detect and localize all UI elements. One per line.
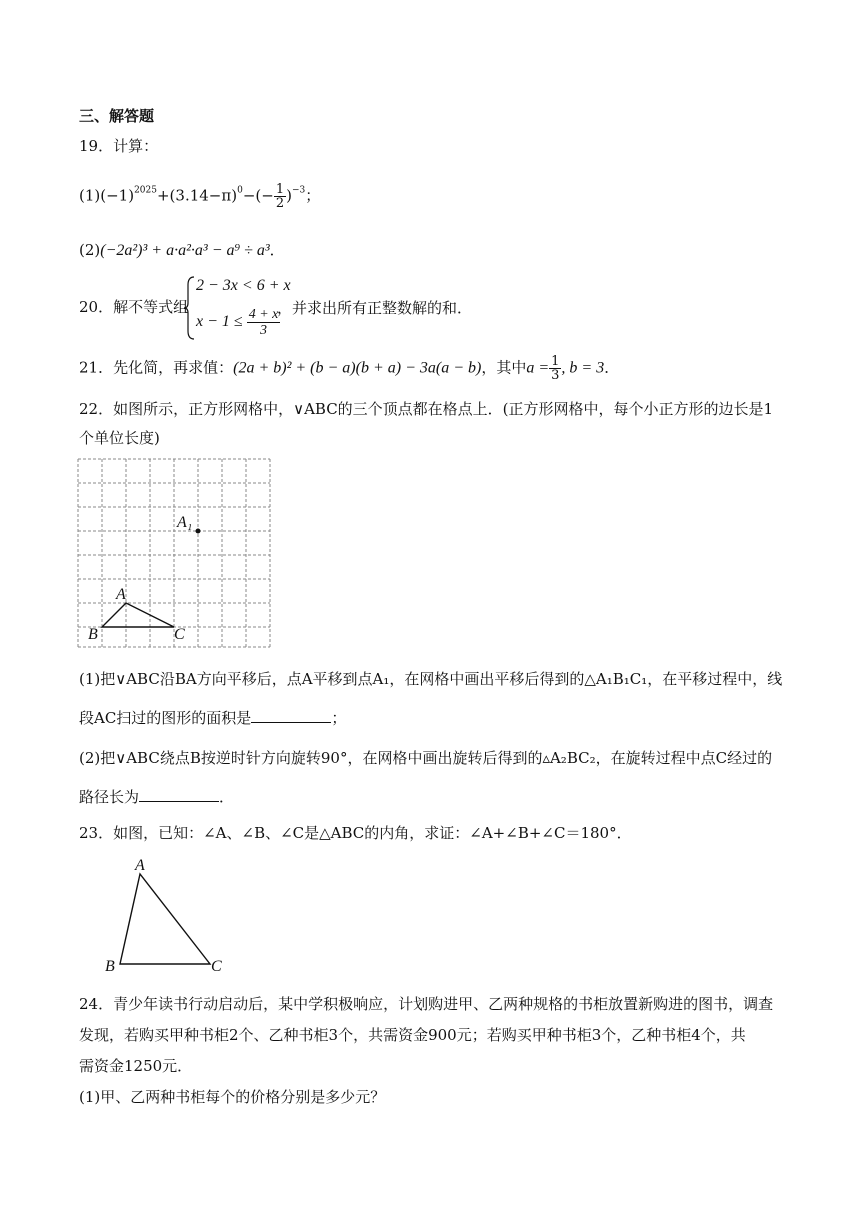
q19-heading — [79, 136, 158, 156]
q20-number: 20． — [79, 298, 114, 316]
q20-inequality-1: 2 − 3x < 6 + x — [196, 277, 291, 294]
q19-part1-exp-b: 0 — [237, 185, 243, 196]
q22-part1-text: 段AC扫过的图形的面积是 — [79, 709, 252, 727]
point-a1 — [196, 529, 201, 534]
q22-part1-line1: (1)把∨ABC沿BA方向平移后，点A平移到点A₁，在网格中画出平移后得到的△A₁B₁C₁，在平移过程中，线 — [79, 670, 783, 688]
q24-line2: 发现，若购买甲种书柜2个、乙种书柜3个，共需资金900元；若购买甲种书柜3个，乙种书柜4个，共 — [79, 1026, 746, 1044]
q23-line — [79, 823, 632, 843]
q21-cond-prefix: ，其中 — [481, 358, 527, 377]
q21-fraction — [549, 355, 561, 382]
q19-number: 19． — [79, 137, 114, 155]
q22-grid-figure — [76, 457, 274, 651]
section-title: 三、解答题 — [79, 107, 155, 125]
q20-inequality-2 — [196, 307, 280, 338]
q19-part1-term-c: −(− — [242, 186, 274, 205]
q24-number: 24． — [79, 995, 114, 1013]
q23-triangle-figure — [100, 854, 230, 976]
q20-ineq2-left: x − 1 ≤ — [196, 313, 243, 331]
q20-prompt: 解不等式组 — [113, 298, 189, 316]
q19-prompt: 计算： — [113, 137, 159, 155]
q23-label-b: B — [105, 958, 115, 975]
q21-cond-a: a = — [526, 359, 550, 377]
q22-part2-answer-blank[interactable] — [139, 787, 219, 802]
q21-cond-b: , b = 3 — [561, 359, 605, 377]
q22-line1 — [79, 399, 773, 419]
q24-text-1: 青少年读书行动启动后，某中学积极响应，计划购进甲、乙两种规格的书柜放置新购进的图书，调查 — [113, 995, 774, 1013]
q19-part2-end: ． — [269, 241, 285, 259]
q20-ineq2-den: 3 — [260, 323, 268, 338]
q19-part2-expr: (−2a²)³ + a·a²·a³ − a⁹ ÷ a³ — [100, 242, 270, 259]
label-a: A — [116, 586, 126, 603]
q19-part1-term-d: ) — [286, 186, 292, 205]
q22-part1-end: ； — [331, 709, 347, 727]
q21-frac-den: 3 — [551, 368, 560, 383]
q19-part2 — [79, 240, 285, 261]
q23-label-a: A — [135, 857, 145, 874]
q21-number: 21． — [79, 358, 114, 377]
q21-end: ． — [604, 358, 620, 377]
triangle-abc-q23 — [120, 874, 210, 964]
q20-ineq2-fraction — [247, 307, 281, 338]
q19-part1-frac-num: 1 — [275, 182, 285, 197]
q19-part1-end: ； — [305, 186, 321, 205]
label-a1: A₁ — [177, 514, 193, 531]
grid-lines — [78, 459, 270, 647]
q23-label-c: C — [211, 958, 222, 975]
q22-number: 22． — [79, 400, 114, 418]
q22-part1-line2 — [79, 708, 346, 728]
q22-part1-answer-blank[interactable] — [251, 708, 331, 723]
q20-suffix: ，并求出所有正整数解的和． — [277, 299, 473, 317]
q23-number: 23． — [79, 824, 114, 842]
q19-part1-frac-den: 2 — [275, 196, 285, 211]
q19-part1-fraction — [274, 183, 286, 210]
q22-text-1: 如图所示，正方形网格中，∨ABC的三个顶点都在格点上．(正方形网格中，每个小正方形的边长是1 — [113, 400, 774, 418]
q21-line — [79, 355, 619, 382]
q20-ineq2-num: 4 + x — [248, 307, 279, 322]
q19-part1-exp-a: 2025 — [134, 185, 157, 196]
q22-line2: 个单位长度) — [79, 429, 160, 447]
q20-line — [79, 297, 188, 317]
q19-part1-term-b: +(3.14−π) — [156, 186, 238, 205]
q20-brace-icon — [184, 275, 196, 341]
q24-part1: (1)甲、乙两种书柜每个的价格分别是多少元？ — [79, 1088, 386, 1106]
q21-frac-num: 1 — [551, 354, 560, 369]
label-c: C — [174, 626, 185, 643]
q23-text: 如图，已知：∠A、∠B、∠C是△ABC的内角，求证：∠A+∠B+∠C＝180°． — [113, 824, 632, 842]
q22-part2-line1: (2)把∨ABC绕点B按逆时针方向旋转90°，在网格中画出旋转后得到的▵A₂BC₂，在旋转过程中点C经过的 — [79, 749, 773, 767]
q21-expr: (2a + b)² + (b − a)(b + a) − 3a(a − b) — [233, 359, 482, 377]
q19-part1-label: (1) — [79, 186, 101, 205]
q22-part2-text: 路径长为 — [79, 788, 140, 806]
triangle-abc — [102, 603, 174, 627]
q19-part1-term-a: (−1) — [100, 186, 135, 205]
q19-part2-label: (2) — [79, 241, 101, 259]
q21-prompt: 先化简，再求值： — [113, 358, 234, 377]
label-b: B — [88, 626, 98, 643]
q22-part2-end: ． — [219, 788, 235, 806]
q24-line3: 需资金1250元． — [79, 1057, 193, 1075]
q24-line1 — [79, 994, 773, 1014]
q19-part1-exp-d: −3 — [291, 185, 306, 196]
q22-part2-line2 — [79, 787, 234, 807]
q19-part1 — [79, 183, 320, 210]
